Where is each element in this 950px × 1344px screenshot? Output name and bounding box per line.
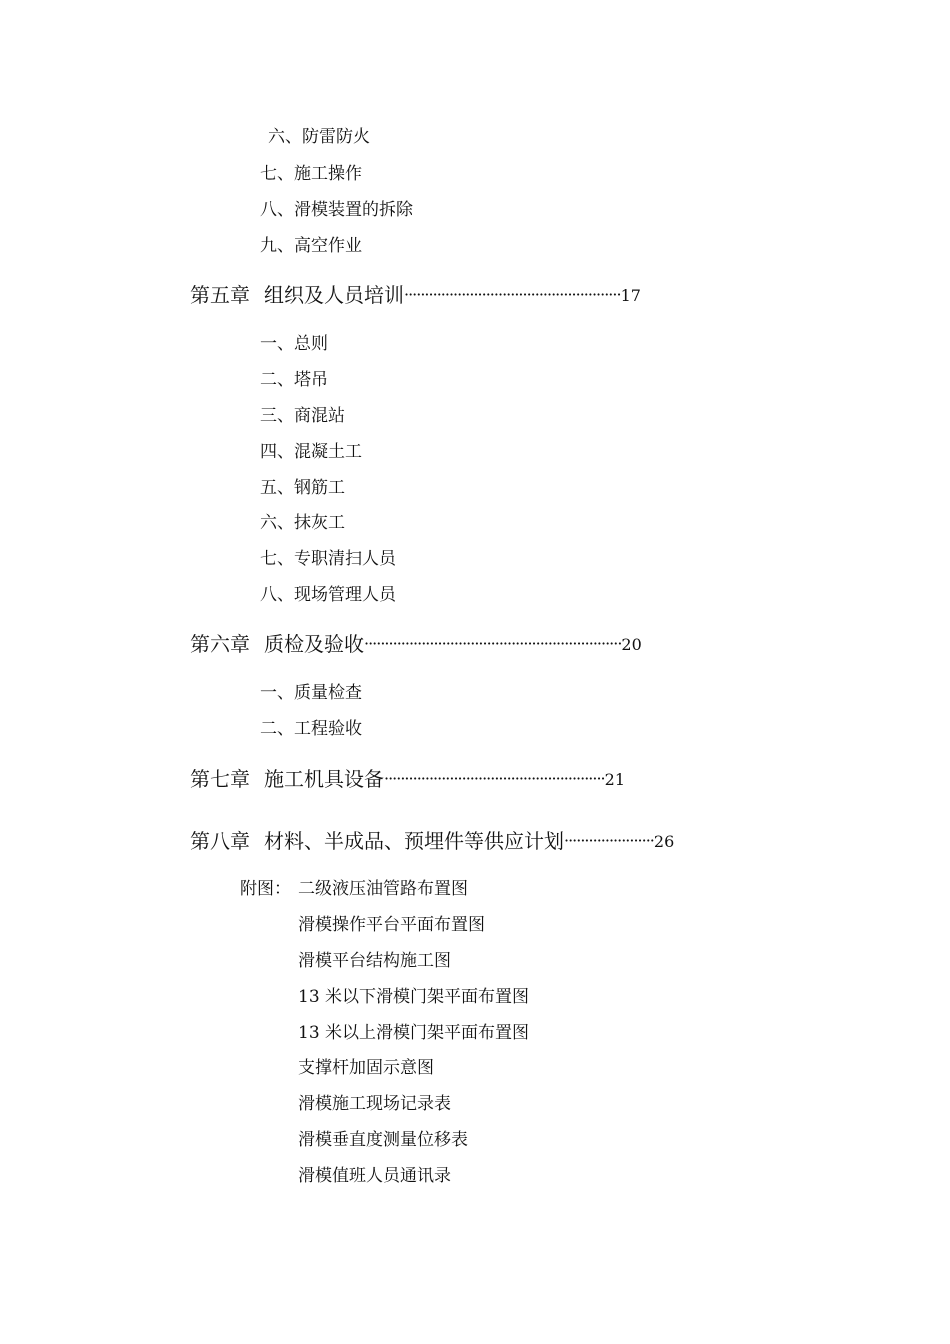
toc-item: 九、高空作业 xyxy=(260,236,362,256)
page-number: 17 xyxy=(620,286,641,305)
appendix-item: 滑模施工现场记录表 xyxy=(298,1094,451,1114)
toc-item: 三、商混站 xyxy=(260,406,345,426)
appendix-item: 滑模平台结构施工图 xyxy=(298,951,451,971)
toc-item: 七、专职清扫人员 xyxy=(260,549,396,569)
toc-item: 八、现场管理人员 xyxy=(260,585,396,605)
chapter-number: 第五章 xyxy=(190,283,250,307)
page-number: 26 xyxy=(653,832,675,851)
chapter-number: 第八章 xyxy=(190,829,250,853)
chapter-title: 施工机具设备 xyxy=(264,767,384,791)
appendix-item: 13 米以上滑模门架平面布置图 xyxy=(298,1023,530,1043)
toc-item: 二、工程验收 xyxy=(260,719,362,739)
page-number: 20 xyxy=(621,635,642,654)
toc-chapter-5 xyxy=(190,285,641,305)
toc-item: 二、塔吊 xyxy=(260,370,328,390)
appendix-item: 滑模垂直度测量位移表 xyxy=(298,1130,468,1150)
chapter-number: 第七章 xyxy=(190,767,250,791)
appendix-item: 支撑杆加固示意图 xyxy=(298,1058,434,1078)
toc-item: 六、防雷防火 xyxy=(268,127,370,147)
leader-dots: ······················ xyxy=(564,831,654,850)
toc-chapter-7 xyxy=(190,769,625,789)
chapter-title: 质检及验收 xyxy=(264,632,364,656)
chapter-number: 第六章 xyxy=(190,632,250,656)
appendix-item: 滑模操作平台平面布置图 xyxy=(298,915,485,935)
toc-item: 四、混凝土工 xyxy=(260,442,362,462)
appendix-item: 13 米以下滑模门架平面布置图 xyxy=(298,987,530,1007)
toc-item: 一、总则 xyxy=(260,334,328,354)
toc-item: 五、钢筋工 xyxy=(260,478,345,498)
appendix-item: 滑模值班人员通讯录 xyxy=(298,1166,451,1186)
toc-chapter-8 xyxy=(190,831,674,851)
appendix-item: 二级液压油管路布置图 xyxy=(298,879,468,899)
toc-item: 七、施工操作 xyxy=(260,164,362,184)
leader-dots: ······················································ xyxy=(384,769,605,788)
chapter-title: 组织及人员培训 xyxy=(264,283,404,307)
toc-item: 六、抹灰工 xyxy=(260,513,345,533)
toc-item: 一、质量检查 xyxy=(260,683,362,703)
leader-dots: ····················································· xyxy=(404,285,621,304)
toc-item: 八、滑模装置的拆除 xyxy=(260,200,413,220)
page-number: 21 xyxy=(604,770,625,789)
appendix-label: 附图： xyxy=(240,879,291,899)
leader-dots: ······························································· xyxy=(364,634,622,653)
chapter-title: 材料、半成品、预埋件等供应计划 xyxy=(264,829,564,853)
toc-chapter-6 xyxy=(190,634,642,654)
